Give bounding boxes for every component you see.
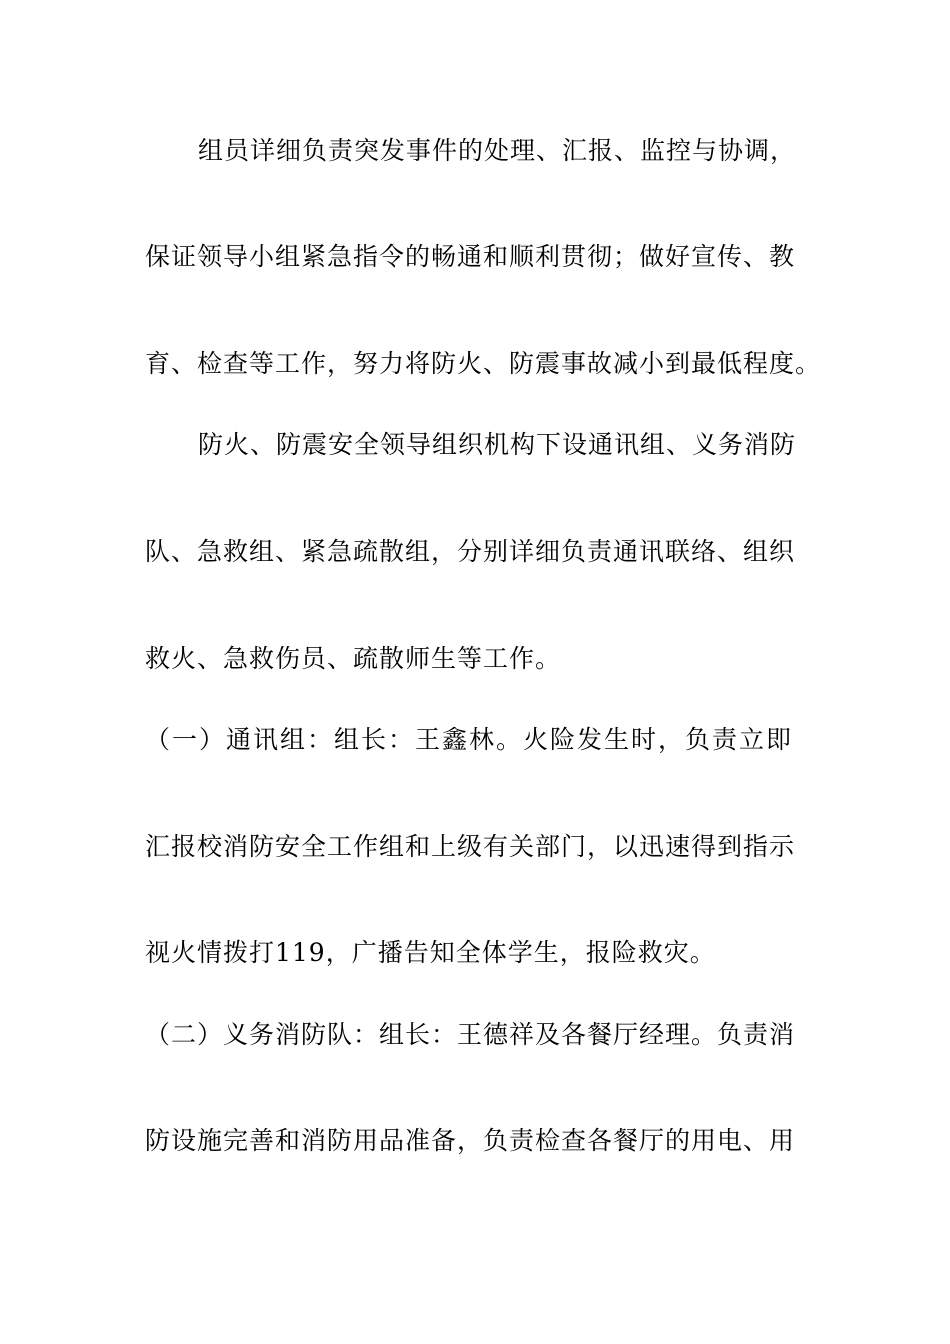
paragraph-line-8: 汇报校消防安全工作组和上级有关部门，以迅速得到指示 (145, 832, 796, 861)
paragraph-line-11: 防设施完善和消防用品准备，负责检查各餐厅的用电、用 (145, 1126, 796, 1155)
section-heading-communication: （一）通讯组：组长：王鑫林。火险发生时，负责立即 (145, 725, 794, 754)
section-heading-fire-brigade: （二）义务消防队：组长：王德祥及各餐厅经理。负责消 (145, 1020, 796, 1049)
paragraph-line-9: 视火情拨打119，广播告知全体学生，报险救灾。 (145, 938, 716, 967)
paragraph-line-3: 育、检查等工作，努力将防火、防震事故减小到最低程度。 (145, 349, 822, 378)
paragraph-line-6: 救火、急救伤员、疏散师生等工作。 (145, 644, 562, 673)
paragraph-line-2: 保证领导小组紧急指令的畅通和顺利贯彻；做好宣传、教 (145, 242, 796, 271)
paragraph-line-5: 队、急救组、紧急疏散组，分别详细负责通讯联络、组织 (145, 537, 796, 566)
paragraph-line-1: 组员详细负责突发事件的处理、汇报、监控与协调， (198, 136, 797, 165)
paragraph-line-4: 防火、防震安全领导组织机构下设通讯组、义务消防 (198, 430, 797, 459)
